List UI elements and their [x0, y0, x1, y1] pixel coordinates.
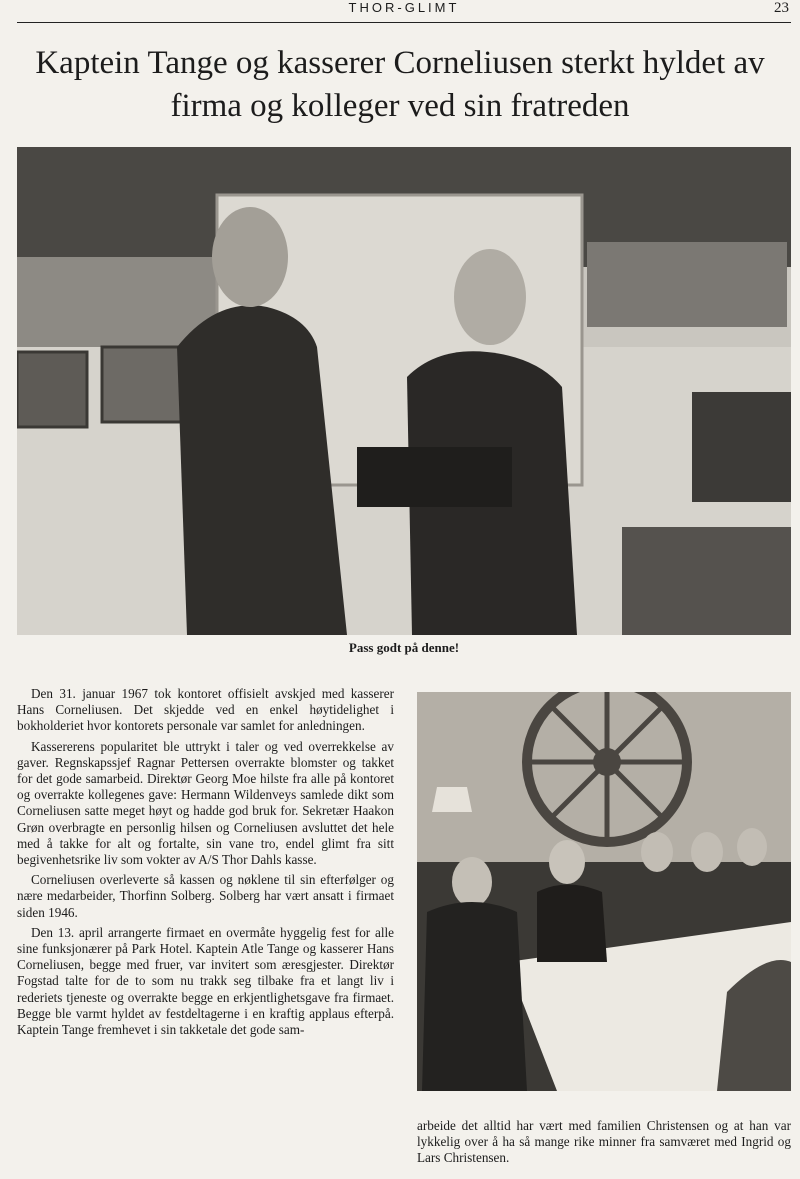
photo-caption: Pass godt på denne!: [348, 640, 460, 655]
article-body-left-column: [17, 686, 394, 1042]
article-paragraph: Corneliusen overleverte så kassen og nøklene til sin efterfølger og nære medarbeider, Thorfinn Solberg. Solberg har vært ansatt i firmaet siden 1946.: [17, 872, 394, 920]
presentation-photo: [17, 147, 791, 635]
banquet-photo: [417, 692, 791, 1091]
magazine-title: THOR-GLIMT: [348, 0, 460, 15]
article-paragraph: Den 31. januar 1967 tok kontoret offisielt avskjed med kasserer Hans Corneliusen. Det skjedde ved en enkel høytidelighet i bokholderiet hvor kontorets personale var samlet for anledningen.: [17, 686, 394, 734]
article-paragraph: Den 13. april arrangerte firmaet en overmåte hyggelig fest for alle sine funksjonærer på Park Hotel. Kaptein Atle Tange og kasserer Hans Corneliusen, begge med fruer, var invitert som æresgjester. Direktør Fogstad talte for de to som nu trakk seg tilbake fra et langt liv i rederiets tjeneste og overrakte begge en erkjentlighetsgave fra firmaet. Begge ble varmt hyldet av festdeltagerne i en kraftig applaus efterpå. Kaptein Tange fremhevet i sin takketale det gode sam-: [17, 924, 394, 1038]
article-continuation: arbeide det alltid har vært med familien Christensen og at han var lykkelig over å ha så mange rike minner fra samværet med Ingrid og Lars Christensen.: [417, 1118, 791, 1166]
article-title: Kaptein Tange og kasserer Corneliusen sterkt hyldet av firma og kolleger ved sin fratreden: [35, 45, 765, 124]
page-number: 23: [774, 0, 789, 16]
running-header: [17, 0, 791, 23]
article-paragraph: Kassererens popularitet ble uttrykt i taler og ved overrekkelse av gaver. Regnskapssjef Ragnar Pettersen overrakte blomster og takket for det gode samarbeid. Direktør Georg Moe hilste fra alle på kontoret og overrakte kollegenes gave: Hermann Wildenveys samlede dikt som Corneliusen satte meget høyt og hadde god bruk for. Sekretær Haakon Grøn overbragte en personlig hilsen og Corneliusen avsluttet det hele med å takke for alt og fortalte, sin vane tro, endel glimt fra sitt begivenhetsrike liv som vokter av A/S Thor Dahls kasse.: [17, 738, 394, 868]
